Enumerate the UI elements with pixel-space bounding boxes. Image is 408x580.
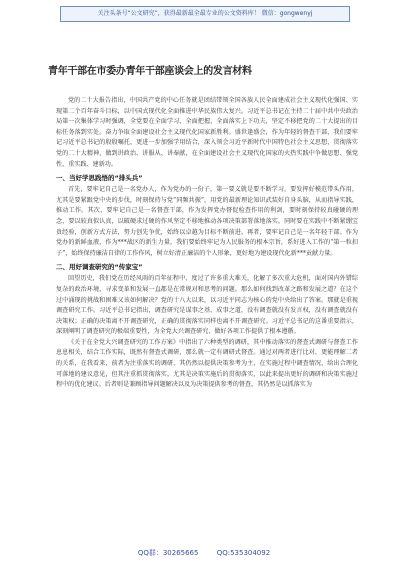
page-footer bbox=[0, 548, 408, 558]
promo-banner: 关注头条号“公文研究”，获得最新最全最专业的公文资料库！ 微信：gongwenyj bbox=[60, 6, 350, 22]
intro-paragraph: 党的二十大报告指出，中国共产党的中心任务就是团结带领全国各族人民全面建成社会主义现代化强国、实现第二个百年奋斗目标，以中国式现代化全面推进中华民族伟大复兴。习近平总书记在主持二十届中共中央政治局第一次集体学习时强调，全党要在全面学习、全面把握、全面落实上下功夫，坚定不移把党的二十大提出的目标任务落到实处。奋力争取全面建设社会主义现代化国家新胜利。盛世逢盛会，作为年轻的督查干部，我们要牢记习近平总书记的殷殷嘱托，更进一步加强学用结合，深入领会习近平新时代中国特色社会主义思想，贯彻落实党的二十大精神，做到讲政治、讲服从、讲奉献，在全面建设社会主义现代化国家的火热实践中争做思想、强党性、重实践、建新功。 bbox=[56, 97, 358, 168]
section-1-paragraph: 首先，要牢记自己是一名党办人，作为党办的一份子，第一要义就是要不断学习，要发挥好模范带头作用，尤其是要紧跟党中央的步伐，时刻保持与党“同频共振”，用党的最新理论知识武装好自身头脑，从而指导实践，推动工作。其次，要牢记自己是一名督查干部，作为发挥党办督促检查作用的利剑，要时刻保持较真碰硬的理念，要以较真似认真，以破硬求过硬的作风坚定不移地推动各项决策部署落地落实。同时要在实践中不断紧绷宝贵经验，创新方式方法，努力创先争优，始终以卓越为目标不断前进。再者，要牢记自己是一名年轻干部。作为党办的新鲜血液，作为***战区的新生力量，我们要始终牢记为人民服务的根本宗旨，系好进入工作的“第一粒扣子”，始终保持廉洁自律的工作作风，树立好清正廉洁的个人形象，更好地为建设现代化新***贡献力量。 bbox=[56, 186, 358, 257]
section-2-paragraph: 回望历史，我们党在历经风雨的百年征程中，度过了许多重大难关，化解了多次重大危机，面对国内外错综复杂的政治环境，寻求变革和发展一直都是在常规对和思考的问题。那么如何找到改革之路和发展之道？在这个过中涌现的挑战和困难又该如何解决？党的十八大以来，以习近平同志为核心的党中央给出了答案。那就是重视调查研究工作。习近平总书记指出，调查研究是谋事之基、成事之道，没有调查就没有发言权，没有调查就没有决策权；正确的决策离不开调查研究，正确的贯彻落实同样也离不开调查研究。习近平总书记的这番重要指示，深刻阐明了调查研究的极端重要性，为全党大兴调查研究、做好各项工作提供了根本遵循。 bbox=[56, 275, 358, 336]
section-2-paragraph: 《关于在全党大兴调查研究的工作方案》中指出了六种类型的调研，其中推动落实的督查式调研与督查工作息息相关，结合工作实际，既然有督查式调研，那么就一定有调研式督查。通过对两者进行比对，更能理解二者的关系，在我看来，前者为注重落实的调研，其仍然以提供决策参考为主，在实施过程中调查情况，给出合理化可落地的建议意见，但其注重抓贯彻落实，尤其是决策实施后的贯彻落实，以此来提出更好的调研和决策实施过程中的优化建议。后者则是兼顾指导问题解决以及为决策提供参考的督查，其仍然是以抓落实为 bbox=[56, 338, 358, 389]
document-title: 青年干部在市委办青年干部座谈会上的发言材料 bbox=[48, 66, 252, 77]
footer-qq-group: QQ群：30265665 bbox=[137, 549, 199, 557]
footer-qq: QQ:535304092 bbox=[216, 549, 271, 557]
document-body bbox=[56, 96, 358, 544]
section-heading-2: 二、用好调查研究的“传家宝” bbox=[56, 263, 143, 272]
section-heading-1: 一、当好学思践悟的“排头兵” bbox=[56, 174, 143, 183]
